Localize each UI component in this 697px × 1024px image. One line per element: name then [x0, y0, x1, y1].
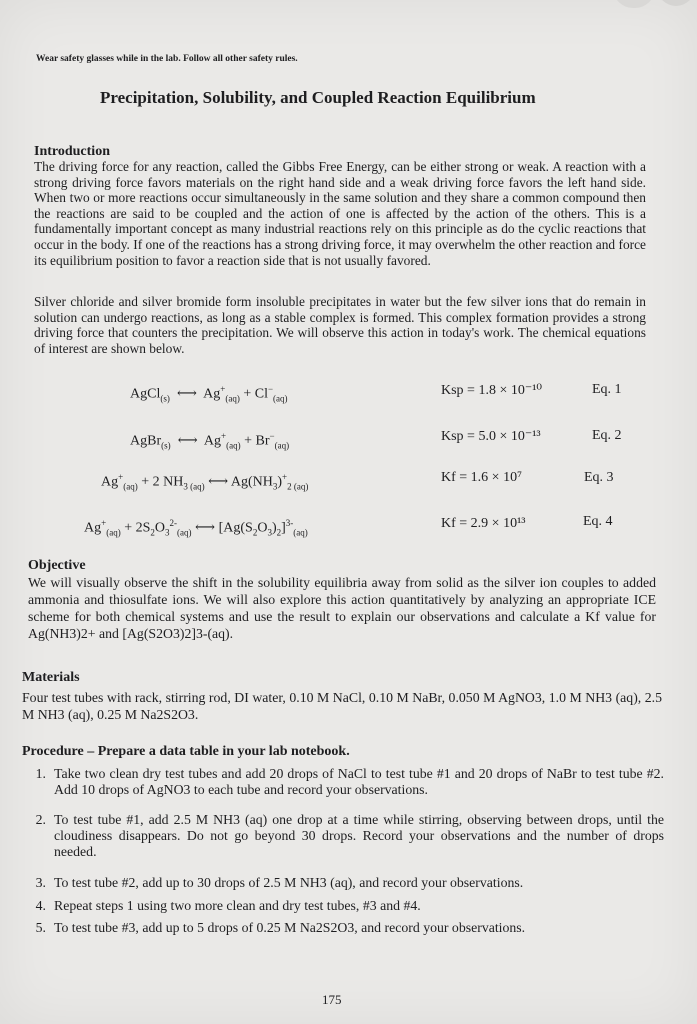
eq1-label: Eq. 1 [592, 382, 622, 397]
procedure-step-2 [28, 812, 664, 860]
step-text: To test tube #3, add up to 5 drops of 0.25 M Na2S2O3, and record your observations. [54, 920, 526, 935]
procedure-step-4 [28, 898, 664, 914]
safety-note: Wear safety glasses while in the lab. Follow all other safety rules. [36, 54, 298, 64]
eq3-label: Eq. 3 [584, 470, 614, 485]
eq1-constant: Ksp = 1.8 × 10⁻¹⁰ [441, 383, 543, 398]
procedure-heading: Procedure – Prepare a data table in your lab notebook. [22, 744, 350, 759]
materials-text: Four test tubes with rack, stirring rod, DI water, 0.10 M NaCl, 0.10 M NaBr, 0.050 M AgNO3, 1.0 M NH3 (aq), 2.5 M NH3 (aq), 0.25 M Na2S2O3. [22, 690, 662, 722]
procedure-step-1 [28, 766, 664, 798]
eq4-constant: Kf = 2.9 × 10¹³ [441, 516, 526, 531]
page-title: Precipitation, Solubility, and Coupled Reaction Equilibrium [100, 88, 536, 107]
introduction-heading: Introduction [34, 144, 110, 159]
step-number: 4. [35, 898, 46, 913]
corner-shadow [657, 0, 695, 6]
equation-4: $Ag^+_{(aq)} + 2S_2O_3^{2-}_{(aq)}$ ⟷ $[Ag(S_2O_3)_2]^{3-}_{(aq)}$ [84, 518, 308, 538]
equation-1: AgCl$_{(s)}$ ⟷ $Ag^+_{(aq)} + Cl^-_{(aq)}$ [130, 384, 288, 404]
eq2-label: Eq. 2 [592, 428, 622, 443]
eq4-label: Eq. 4 [583, 514, 613, 529]
page-number: 175 [322, 992, 342, 1007]
step-number: 3. [35, 875, 46, 890]
eq2-constant: Ksp = 5.0 × 10⁻¹³ [441, 429, 541, 444]
objective-heading: Objective [28, 558, 86, 573]
step-text: To test tube #1, add 2.5 M NH3 (aq) one drop at a time while stirring, observing between drops, until the cloudiness disappears. Do not go beyond 30 drops. Record your observations and the number of drops needed. [54, 812, 664, 859]
step-text: To test tube #2, add up to 30 drops of 2.5 M NH3 (aq), and record your observations. [54, 875, 524, 890]
corner-shadow [613, 0, 655, 8]
step-text: Repeat steps 1 using two more clean and dry test tubes, #3 and #4. [54, 898, 421, 913]
introduction-paragraph-2: Silver chloride and silver bromide form insoluble precipitates in water but the few silver ions that do remain in solution can undergo reactions, as long as a stable complex is formed. This complex formation provides a strong driving force that counters the precipitation. We will observe this action in today's work. The chemical equations of interest are shown below. [34, 294, 646, 356]
materials-heading: Materials [22, 670, 80, 685]
objective-text: We will visually observe the shift in the solubility equilibria away from solid as the silver ion couples to added ammonia and thiosulfate ions. We will also explore this action quantitatively by analyzing an appropriate ICE scheme for both chemical systems and use the result to explain our observations and calculate a Kf value for Ag(NH3)2+ and [Ag(S2O3)2]3-(aq). [28, 575, 656, 641]
step-number: 5. [35, 920, 46, 935]
procedure-step-3 [28, 875, 664, 891]
procedure-step-5 [28, 920, 664, 936]
eq3-constant: Kf = 1.6 × 10⁷ [441, 470, 522, 485]
introduction-paragraph-1: The driving force for any reaction, called the Gibbs Free Energy, can be either strong or weak. A reaction with a strong driving force favors materials on the right hand side and a weak driving force favors the left hand side. When two or more reactions occur simultaneously in the same solution and they share a common compound then the reactions are said to be coupled and the action of one is affected by the action of the others. This is a fundamentally important concept as many industrial reactions rely on this principle as do the cyclic reactions that occur in the body. If one of the reactions has a strong driving force, it may overwhelm the other reaction and force its equilibrium position to favor a reaction side that is not usually favored. [34, 159, 646, 268]
equation-2: AgBr$_{(s)}$ ⟷ $Ag^+_{(aq)} + Br^-_{(aq)}$ [130, 431, 290, 451]
step-number: 2. [35, 812, 46, 827]
equation-3: $Ag^+_{(aq)} + 2$ $NH_{3 (aq)}$ ⟷ $Ag(NH_3)^+_{2 (aq)}$ [101, 472, 309, 492]
step-number: 1. [35, 766, 46, 781]
step-text: Take two clean dry test tubes and add 20 drops of NaCl to test tube #1 and 20 drops of NaBr to test tube #2. Add 10 drops of AgNO3 to each tube and record your observations. [54, 766, 664, 797]
